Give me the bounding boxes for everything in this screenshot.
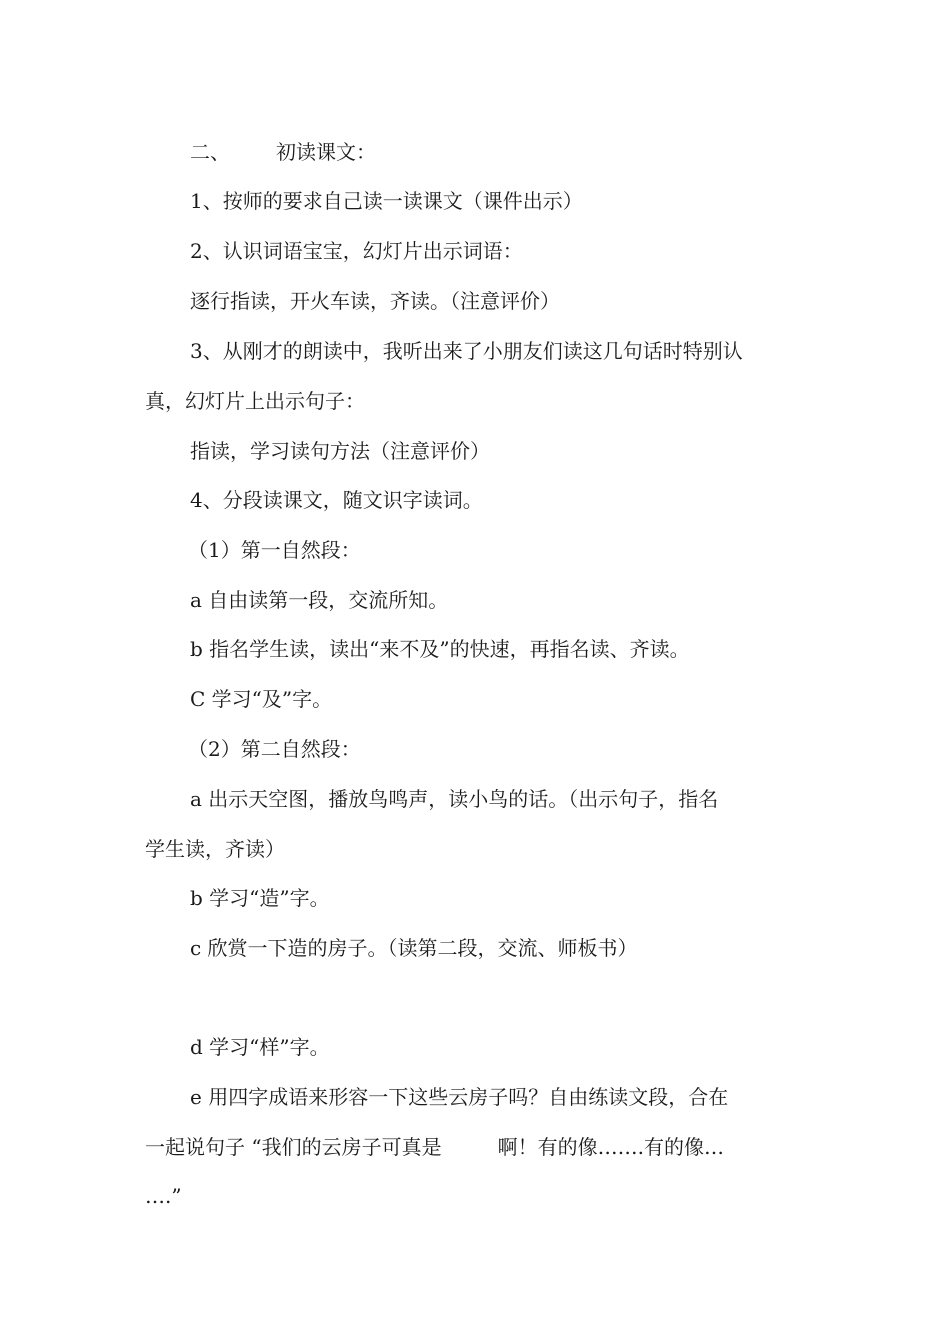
paragraph-2-item-e-line-3: ….” (145, 1184, 182, 1208)
step-2-note: 逐行指读，开火车读，齐读。（注意评价） (190, 289, 560, 313)
step-3-note: 指读，学习读句方法（注意评价） (190, 439, 490, 463)
section-heading-number: 二、 (190, 140, 230, 164)
section-heading-text: 初读课文： (276, 140, 376, 164)
step-2-text: 2、认识词语宝宝，幻灯片出示词语： (190, 239, 523, 263)
paragraph-1-item-b: b 指名学生读，读出“来不及”的快速，再指名读、齐读。 (190, 637, 690, 661)
step-3-text-line-1: 3、从刚才的朗读中，我听出来了小朋友们读这几句话时特别认 (190, 339, 743, 363)
paragraph-2-title: （2）第二自然段： (188, 737, 361, 761)
paragraph-2-item-a-line-2: 学生读，齐读） (145, 837, 285, 861)
paragraph-2-item-b: b 学习“造”字。 (190, 886, 330, 910)
section-heading (0, 138, 950, 166)
step-3-text-line-2: 真，幻灯片上出示句子： (145, 389, 365, 413)
sentence-suffix: 啊！有的像…….有的像… (497, 1135, 724, 1159)
paragraph-2-item-a-line-1: a 出示天空图，播放鸟鸣声，读小鸟的话。（出示句子，指名 (190, 787, 719, 811)
paragraph-2-item-d: d 学习“样”字。 (190, 1035, 330, 1059)
paragraph-2-item-e-line-2 (0, 1133, 950, 1161)
paragraph-2-item-c: c 欣赏一下造的房子。（读第二段，交流、师板书） (190, 936, 638, 960)
paragraph-2-item-e-line-1: e 用四字成语来形容一下这些云房子吗？自由练读文段，合在 (190, 1085, 729, 1109)
paragraph-1-item-c: C 学习“及”字。 (190, 687, 333, 711)
sentence-prefix: 一起说句子 “我们的云房子可真是 (145, 1135, 442, 1159)
paragraph-1-title: （1）第一自然段： (188, 538, 361, 562)
step-4-text: 4、分段读课文，随文识字读词。 (190, 488, 483, 512)
step-1-text: 1、按师的要求自己读一读课文（课件出示） (190, 189, 583, 213)
paragraph-1-item-a: a 自由读第一段，交流所知。 (190, 588, 449, 612)
